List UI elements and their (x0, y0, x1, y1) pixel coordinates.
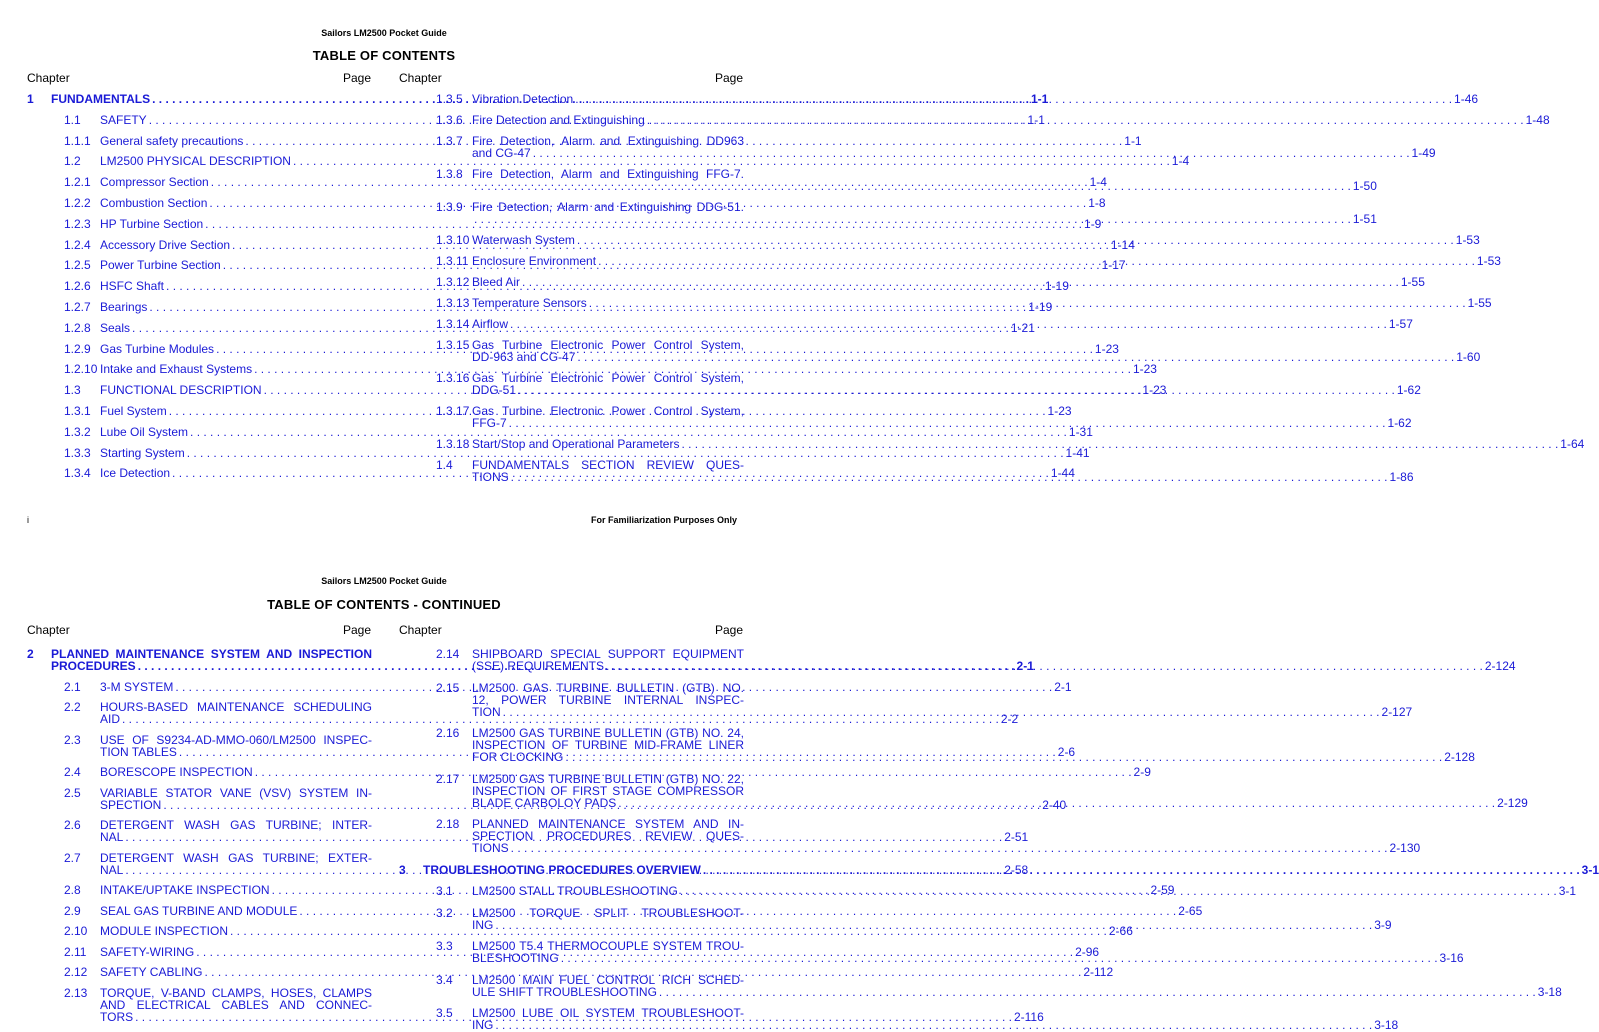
toc-entry-page: 1-21 (1010, 320, 1035, 335)
toc-entry-number: 1.2.6 (64, 279, 91, 294)
toc-entry-number: 1.2.4 (64, 237, 91, 252)
toc-entry-title-line: FOR CLOCKING (472, 750, 564, 764)
toc-entry-number: 1.2.1 (64, 175, 91, 190)
toc-entry-number: 3.5 (436, 1006, 453, 1020)
toc-entry-title-line: TORS (100, 1009, 134, 1024)
toc-entry-title-line: DETERGENT WASH GAS TURBINE; EXTER- (100, 850, 372, 865)
toc-entry-title-line: Bleed Air (472, 275, 521, 289)
toc-entry-number: 1.3.18 (436, 437, 470, 451)
toc-entry-number: 1.3.17 (436, 404, 470, 418)
toc-entry-title-line: INSPECTION OF TURBINE MID-FRAME LINER (472, 738, 744, 752)
toc-entry-number: 2.7 (64, 850, 81, 865)
toc-entry-title-line: AID (100, 712, 121, 726)
toc-entry-number: 1.2.10 (64, 362, 98, 377)
toc-entry-title-line: PLANNED MAINTENANCE SYSTEM AND IN- (472, 817, 744, 831)
toc-entry-number: 2.17 (436, 771, 460, 786)
toc-entry-title-line: Intake and Exhaust Systems (100, 362, 253, 377)
toc-entry-number: 1.3.8 (436, 167, 463, 181)
toc-entry-title-line: DDG-51 (472, 383, 517, 397)
toc-entry-title-line: VARIABLE STATOR VANE (VSV) SYSTEM IN- (100, 785, 372, 800)
toc-entry-page: 1-64 (1560, 437, 1585, 451)
toc-entry-page: 1-53 (1476, 254, 1501, 268)
toc-entry-page: 1-49 (1411, 146, 1436, 160)
toc-entry-number: 2.2 (64, 700, 81, 714)
toc-entry-title-line: HSFC Shaft (100, 279, 165, 294)
toc-entry-page: 2-65 (1178, 903, 1203, 918)
toc-entry-title-line: DETERGENT WASH GAS TURBINE; INTER- (100, 818, 372, 832)
toc-entry-title (472, 647, 1516, 673)
toc-entry-title-line: Enclosure Environment (472, 254, 597, 268)
dot-leader (618, 797, 1495, 812)
toc-entry-title (100, 965, 1114, 979)
toc-entry-number: 2.15 (436, 680, 460, 695)
toc-entry-page: 1-50 (1352, 179, 1377, 193)
toc-entry-page: 1-23 (1047, 404, 1072, 418)
toc-entry-title-line: Combustion Section (100, 196, 208, 210)
toc-entry-page: 2-40 (1042, 797, 1067, 812)
toc-entry-page: 2-58 (1004, 862, 1029, 877)
dot-leader (598, 255, 1475, 267)
toc-entry-title-line: Airflow (472, 317, 509, 331)
dot-leader (565, 751, 1442, 763)
toc-entry-number: 1.3.11 (436, 254, 469, 268)
toc-entry-page: 2-129 (1497, 795, 1528, 810)
dot-leader (509, 417, 1386, 429)
toc-entry-page: 1-46 (1454, 92, 1479, 106)
toc-entry-number: 2.13 (64, 985, 88, 1000)
toc-entry-title-line: LM2500 PHYSICAL DESCRIPTION (100, 154, 291, 169)
toc-entry-number: 1.3.5 (436, 92, 463, 106)
dot-leader (510, 318, 1387, 330)
toc-entry-number: 1.1 (64, 112, 81, 127)
toc-entry-page: 1-86 (1389, 470, 1414, 484)
toc-entry-page: 2-124 (1484, 659, 1516, 673)
page-label: Page (342, 623, 371, 637)
toc-entry-title-line: Vibration Detection (472, 92, 574, 106)
toc-entry-number: 1.3.3 (64, 445, 91, 460)
toc-entry-number: 2.12 (64, 965, 88, 979)
dot-leader (503, 706, 1380, 718)
dot-leader (518, 384, 1395, 396)
toc-entry-number: 3 (399, 862, 406, 877)
toc-entry-page: 1-53 (1455, 233, 1480, 247)
page-label: Page (714, 623, 743, 637)
toc-entry-number: 1.3.13 (436, 296, 470, 310)
toc-entry-title-line: LM2500 MAIN FUEL CONTROL RICH SCHED- (472, 972, 744, 987)
toc-entry-title-line: FFG-7 (472, 416, 507, 430)
toc-entry-title-line: Ice Detection (100, 466, 171, 481)
toc-entry-number: 1.3.10 (436, 233, 470, 247)
toc-entry-title-line: FUNDAMENTALS SECTION REVIEW QUES- (472, 458, 744, 472)
toc-entry-number: 1.2.3 (64, 216, 91, 231)
toc-entry-number: 1.3.15 (436, 338, 470, 352)
toc-entry-title-line: Seals (100, 320, 131, 335)
guide-title: Sailors LM2500 Pocket Guide (321, 28, 447, 38)
toc-entry-title-line: TIONS (472, 841, 509, 855)
toc-entry-number: 1.3.14 (436, 317, 470, 331)
toc-entry-page: 1-8 (1088, 196, 1106, 210)
toc-entry-page: 1-41 (1065, 445, 1090, 460)
dot-leader (561, 952, 1438, 964)
toc-entry-title-line: 12, POWER TURBINE INTERNAL INSPEC- (472, 692, 744, 707)
toc-entry-page: 3-16 (1439, 951, 1464, 965)
toc-entry-title-line: Lube Oil System (100, 424, 189, 439)
toc-entry-title-line: Waterwash System (472, 233, 575, 247)
toc-entry-title-line: PROCEDURES (51, 659, 136, 673)
toc-entry-page: 1-55 (1400, 275, 1425, 289)
toc-entry-page: 1-19 (1044, 279, 1069, 294)
toc-entry-number: 1.3.12 (436, 275, 470, 289)
toc-entry-page: 1-14 (1110, 237, 1135, 252)
toc-entry-title-line: BLESHOOTING (472, 951, 559, 965)
toc-entry-title (100, 362, 1157, 377)
toc-entry-title-line: ING (472, 1018, 494, 1032)
chapter-label: Chapter (27, 71, 70, 85)
toc-entry-page: 1-62 (1387, 416, 1412, 430)
toc-entry-title-line: FUNDAMENTALS (51, 92, 151, 106)
toc-entry-number: 2.8 (64, 883, 81, 897)
toc-entry-title-line: TIONS (472, 470, 509, 484)
toc-entry-title-line: Starting System (100, 445, 185, 460)
toc-entry-title-line: MODULE INSPECTION (100, 924, 229, 938)
toc-entry-title (472, 437, 1585, 451)
toc-entry-title-line: Start/Stop and Operational Parameters (472, 437, 680, 451)
toc-entry-page: 1-55 (1467, 296, 1492, 310)
toc-entry-title-line: BORESCOPE INSPECTION (100, 765, 253, 779)
toc-entry-number: 1.2.8 (64, 320, 91, 335)
dot-leader (703, 864, 1580, 876)
toc-entry-number: 2.6 (64, 818, 81, 832)
toc-entry-page: 1-62 (1396, 383, 1421, 397)
toc-entry-number: 1.2.2 (64, 196, 91, 210)
toc-entry-page: 1-60 (1456, 350, 1481, 364)
toc-entry-page: 1-51 (1352, 212, 1377, 226)
toc-entry-title-line: Power Turbine Section (100, 258, 221, 273)
toc-entry-title-line: LM2500 LUBE OIL SYSTEM TROUBLESHOOT- (472, 1006, 744, 1020)
toc-entry-number: 2.4 (64, 765, 81, 779)
toc-entry-page: 1-44 (1050, 466, 1075, 481)
toc-entry-title-line: LM2500 TORQUE SPLIT TROUBLESHOOT- (472, 905, 744, 920)
toc-entry-title-line: HOURS-BASED MAINTENANCE SCHEDULING (100, 700, 372, 714)
toc-entry-page: 3-18 (1374, 1018, 1399, 1032)
toc-entry-number: 2.11 (64, 944, 87, 959)
toc-entry-number: 1.2.9 (64, 341, 91, 356)
toc-entry-title-line: LM2500 GAS TURBINE BULLETIN (GTB) NO. 22, (472, 771, 744, 786)
toc-entry-number: 2.5 (64, 785, 81, 800)
toc-entry-title-line: SEAL GAS TURBINE AND MODULE (100, 903, 298, 918)
toc-entry-number: 3.1 (436, 884, 453, 898)
dot-leader (680, 885, 1557, 897)
toc-entry-number: 1.2.5 (64, 258, 91, 273)
toc-entry-page: 2-130 (1389, 841, 1421, 855)
toc-entry-title-line: Fire Detection, Alarm and Extinguishing DD963 (472, 134, 744, 148)
toc-entry-number: 1.3.7 (436, 134, 463, 148)
toc-entry-number: 2.10 (64, 924, 88, 938)
toc-entry-title-line: USE OF S9234-AD-MMO-060/LM2500 INSPEC- (100, 732, 372, 747)
toc-entry-title-line: SPECTION (100, 797, 162, 812)
toc-entry-number: 1.4 (436, 458, 453, 472)
toc-entry-title-line: DD-963 and CG-47 (472, 350, 576, 364)
page-label: Page (714, 71, 743, 85)
dot-leader (577, 351, 1454, 363)
toc-entry-title-line: Fire Detection, Alarm and Extinguishing DDG-51. (472, 200, 744, 214)
toc-entry-page: 1-1 (1027, 112, 1045, 127)
toc-entry-title (100, 154, 1190, 169)
toc-entry-title-line: Fuel System (100, 404, 167, 418)
dot-leader (495, 1019, 1372, 1031)
dot-leader (589, 297, 1466, 309)
toc-entry-title-line: AND ELECTRICAL CABLES AND CONNEC- (100, 997, 372, 1012)
toc-entry-number: 1 (27, 92, 34, 106)
toc-entry-page: 1-4 (1171, 154, 1190, 169)
toc-entry-page: 2-127 (1381, 704, 1413, 719)
toc-entry-page: 2-128 (1444, 750, 1475, 764)
toc-entry-title-line: TORQUE, V-BAND CLAMPS, HOSES, CLAMPS (100, 985, 372, 1000)
footer-page-number: i (27, 515, 29, 525)
toc-entry-number: 2 (27, 647, 34, 661)
toc-entry-title-line: General safety precautions (100, 133, 244, 148)
toc-entry-page: 1-17 (1101, 258, 1126, 273)
toc-title: TABLE OF CONTENTS - CONTINUED (267, 597, 501, 612)
toc-entry-page: 3-9 (1374, 917, 1392, 932)
toc-entry-page: 2-112 (1083, 965, 1114, 979)
toc-entry-title-line: BLADE CARBOLOY PADS (472, 795, 617, 810)
toc-page-2 (0, 548, 1599, 1032)
toc-entry-page: 2-1 (1016, 659, 1034, 673)
dot-leader (495, 919, 1372, 931)
toc-entry-number: 1.3.16 (436, 371, 470, 385)
toc-entry-page: 2-51 (1004, 830, 1029, 844)
toc-entry-title-line: LM2500 GAS TURBINE BULLETIN (GTB) NO. 24, (472, 726, 744, 740)
toc-entry-title-line: TROUBLESHOOTING PROCEDURES OVERVIEW (423, 862, 701, 877)
toc-entry-title-line: Fire Detection and Extinguishing (472, 113, 645, 127)
toc-entry-title-line: SPECTION PROCEDURES REVIEW QUES- (472, 829, 744, 843)
toc-entry-page: 1-57 (1388, 317, 1413, 331)
toc-entry-title-line: Compressor Section (100, 175, 209, 190)
chapter-label: Chapter (27, 623, 70, 637)
toc-entry-title-line: Accessory Drive Section (100, 237, 231, 252)
toc-entry-title-line: FUNCTIONAL DESCRIPTION (100, 383, 262, 398)
toc-entry-page: 2-66 (1108, 924, 1133, 938)
toc-entry-number: 2.18 (436, 817, 460, 831)
toc-entry-title-line: Bearings (100, 300, 148, 314)
toc-entry-title (100, 424, 1093, 439)
toc-entry-page: 2-6 (1057, 744, 1076, 759)
dot-leader (577, 234, 1454, 246)
toc-entry-number: 1.3.1 (64, 404, 91, 418)
dot-leader (606, 660, 1483, 672)
toc-entry-number: 1.3 (64, 383, 81, 398)
toc-entry-title-line: LM2500 GAS TURBINE BULLETIN (GTB) NO. (472, 680, 744, 695)
toc-entry-title-line: Gas Turbine Electronic Power Control System, (472, 338, 744, 352)
toc-entry-title-line: 3-M SYSTEM (100, 679, 174, 694)
toc-entry-title-line: ULE SHIFT TROUBLESHOOTING (472, 984, 657, 999)
toc-entry-page: 1-1 (1030, 92, 1049, 106)
dot-leader (575, 93, 1452, 105)
chapter-label: Chapter (399, 623, 442, 637)
dot-leader (522, 276, 1399, 288)
toc-entry-title-line: SAFETY-WIRING (100, 944, 195, 959)
toc-entry-title-line: Gas Turbine Electronic Power Control System, (472, 404, 744, 418)
toc-entry-page: 1-23 (1132, 362, 1157, 377)
toc-entry-number: 1.3.6 (436, 113, 463, 127)
toc-entry-title-line: PLANNED MAINTENANCE SYSTEM AND INSPECTION (51, 647, 372, 661)
toc-entry-title-line: HP Turbine Section (100, 216, 204, 231)
toc-entry-title-line: Temperature Sensors (472, 296, 587, 310)
toc-entry-page: 3-1 (1581, 862, 1599, 877)
toc-entry-title-line: INTAKE/UPTAKE INSPECTION (100, 883, 270, 897)
toc-entry-title-line: SHIPBOARD SPECIAL SUPPORT EQUIPMENT (472, 647, 744, 661)
toc-entry-page: 1-19 (1028, 300, 1053, 314)
dot-leader (474, 180, 1351, 192)
toc-entry-number: 3.4 (436, 972, 453, 987)
dot-leader (681, 438, 1558, 450)
toc-entry-title-line: NAL (100, 830, 124, 844)
toc-entry-number: 2.1 (64, 679, 81, 694)
guide-title: Sailors LM2500 Pocket Guide (321, 576, 447, 586)
footer-note: For Familiarization Purposes Only (590, 515, 737, 525)
toc-entry-number: 2.16 (436, 726, 460, 740)
toc-entry-page: 2-2 (1000, 712, 1019, 726)
toc-entry-title (100, 175, 1107, 190)
page-label: Page (342, 71, 371, 85)
toc-entry-number: 1.3.9 (436, 200, 463, 214)
toc-entry-number: 1.2.7 (64, 300, 91, 314)
toc-entry-title-line: and CG-47 (472, 146, 531, 160)
toc-entry-number: 1.3.2 (64, 424, 91, 439)
toc-entry-page: 1-48 (1525, 113, 1550, 127)
toc-entry-page: 2-116 (1013, 1009, 1044, 1024)
dot-leader (533, 147, 1410, 159)
toc-entry-page: 2-96 (1075, 944, 1100, 959)
chapter-label: Chapter (399, 71, 442, 85)
toc-entry-page: 1-23 (1142, 383, 1167, 398)
dot-leader (511, 842, 1388, 854)
toc-entry-title-line: Gas Turbine Modules (100, 341, 215, 356)
toc-entry-title-line: SAFETY (100, 112, 147, 127)
toc-entry-number: 3.2 (436, 905, 453, 920)
toc-entry-title (100, 216, 1102, 231)
toc-entry-number: 2.3 (64, 732, 81, 747)
toc-entry-page: 1-1 (1124, 133, 1142, 148)
toc-entry-number: 1.3.4 (64, 466, 91, 481)
toc-entry-page: 1-4 (1089, 175, 1107, 190)
dot-leader (474, 213, 1351, 225)
toc-entry-page: 3-18 (1537, 984, 1562, 999)
dot-leader (659, 986, 1536, 998)
toc-entry-number: 1.2 (64, 154, 81, 169)
dot-leader (647, 114, 1524, 126)
toc-entry-page: 1-31 (1068, 424, 1093, 439)
dot-leader (511, 471, 1388, 483)
toc-entry-title-line: NAL (100, 862, 124, 877)
toc-entry-title-line: SAFETY CABLING (100, 965, 203, 979)
toc-entry-page: 2-59 (1150, 883, 1175, 897)
toc-entry-page: 3-1 (1558, 884, 1577, 898)
toc-entry-title-line: (SSE) REQUIREMENTS (472, 659, 605, 673)
toc-entry-number: 2.14 (436, 647, 460, 661)
toc-entry-page: 1-23 (1094, 341, 1119, 356)
toc-entry-number: 1.1.1 (64, 133, 91, 148)
toc-entry-page: 2-9 (1133, 765, 1151, 779)
toc-entry-title-line: Fire Detection, Alarm and Extinguishing FFG-7. (472, 167, 744, 181)
toc-entry-page: 1-9 (1084, 216, 1102, 231)
toc-entry-title-line: INSPECTION OF FIRST STAGE COMPRESSOR (472, 783, 744, 798)
toc-entry-title (100, 445, 1090, 460)
toc-title: TABLE OF CONTENTS (312, 48, 456, 63)
toc-entry-page: 2-1 (1054, 679, 1072, 694)
toc-entry-title-line: TION TABLES (100, 744, 177, 759)
toc-entry-title-line: LM2500 STALL TROUBLESHOOTING (472, 884, 678, 898)
toc-entry-number: 2.9 (64, 903, 81, 918)
toc-entry-title-line: ING (472, 917, 494, 932)
toc-entry-title-line: LM2500 T5.4 THERMOCOUPLE SYSTEM TROU- (472, 939, 744, 953)
toc-entry-title-line: TION (472, 704, 501, 719)
toc-entry-title-line: Gas Turbine Electronic Power Control System, (472, 371, 744, 385)
toc-entry-number: 3.3 (436, 939, 453, 953)
